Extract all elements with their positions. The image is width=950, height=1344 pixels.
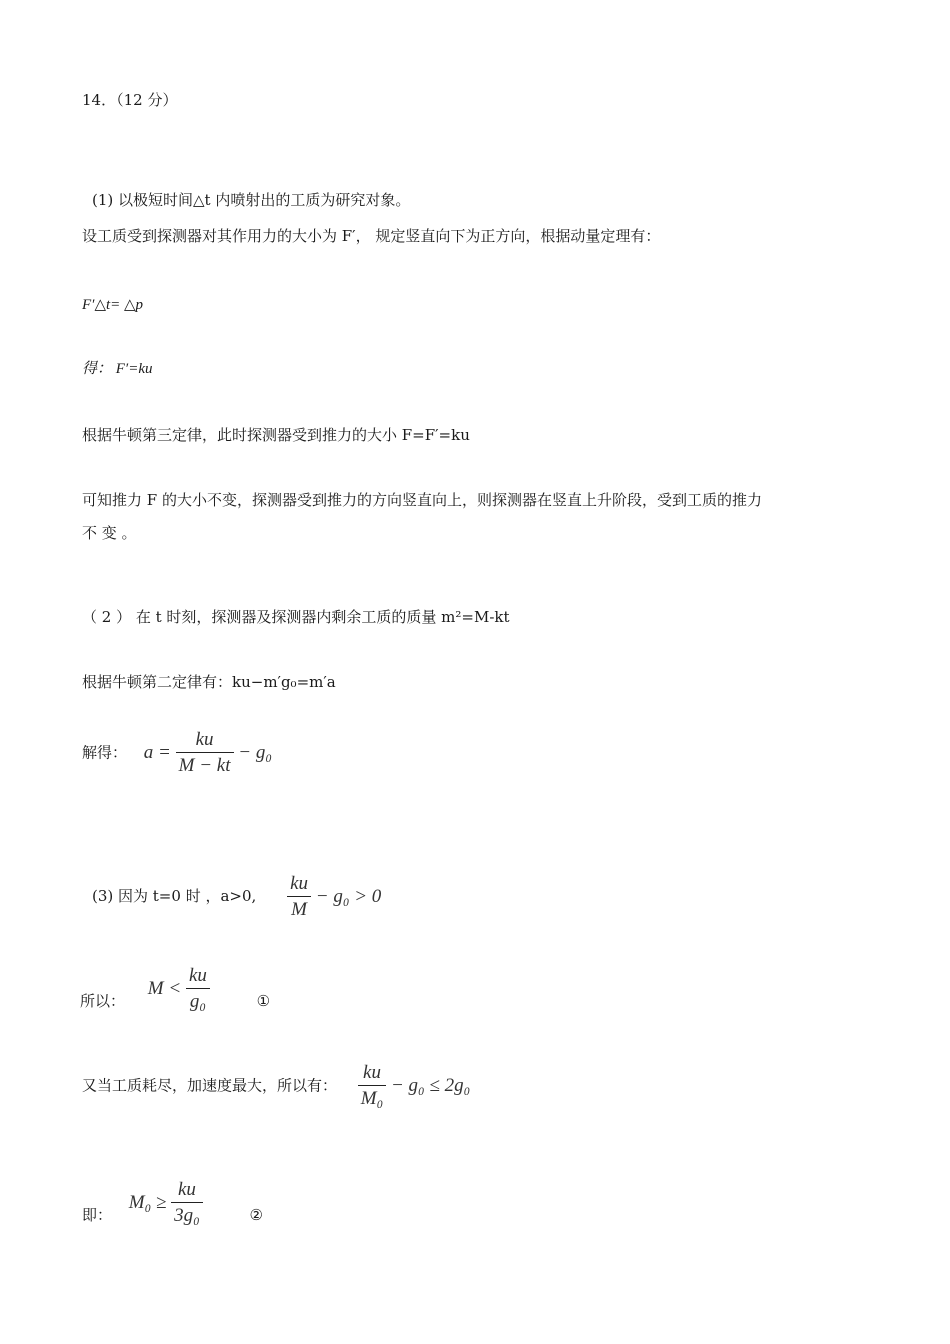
condition-formula-1 <box>287 873 382 920</box>
result2-numerator: ku <box>178 1179 196 1200</box>
condition1-tail: − g₀ > 0 <box>315 886 382 907</box>
acceleration-formula <box>143 729 272 776</box>
equation-result <box>82 362 153 377</box>
part1-intro: (1) 以极短时间△t 内喷射出的工质为研究对象。 <box>92 191 411 209</box>
result2-fraction <box>171 1180 203 1225</box>
result1-fraction <box>186 966 210 1011</box>
result-formula-2 <box>128 1179 208 1226</box>
condition2-tail: − g₀ ≤ 2g₀ <box>390 1075 471 1096</box>
formula-lhs: a = <box>143 742 171 763</box>
part3-condition-line <box>82 874 381 919</box>
result-formula-1 <box>147 965 215 1012</box>
equation-marker-1: ① <box>256 992 271 1010</box>
part1-setup: 设工质受到探测器对其作用力的大小为 F′， 规定竖直向下为正方向，根据动量定理有： <box>82 227 661 245</box>
result1-numerator: ku <box>188 965 207 986</box>
solve-label: 解得： <box>82 743 128 762</box>
formula-fraction <box>176 730 234 775</box>
condition2-fraction <box>358 1063 386 1108</box>
part3-intro: (3) 因为 t=0 时 ，a>0, <box>92 887 257 906</box>
result1-denominator: g₀ <box>186 988 210 1011</box>
max-acceleration-line <box>82 1063 470 1108</box>
result2-denominator: 3g₀ <box>171 1202 203 1225</box>
result-label: 得： <box>82 361 113 377</box>
condition1-numerator: ku <box>290 873 309 894</box>
fraction-denominator: M − kt <box>176 752 234 775</box>
result1-lhs: M < <box>147 978 182 999</box>
acceleration-solution <box>82 730 272 775</box>
conclusion-line-2: 不 变 。 <box>82 524 137 542</box>
condition2-denominator: M₀ <box>358 1085 386 1108</box>
result-expression: F′=ku <box>115 361 153 377</box>
thus-label: 即： <box>82 1206 113 1224</box>
so-label: 所以： <box>80 992 126 1010</box>
formula-tail: − g₀ <box>238 742 272 763</box>
thus-line <box>82 1180 263 1225</box>
result2-lhs: M₀ ≥ <box>128 1192 167 1213</box>
condition-formula-2 <box>358 1062 471 1109</box>
newton-second-law-text: 根据牛顿第二定律有：ku−m′g₀=m′a <box>82 673 336 691</box>
conclusion-line-1: 可知推力 F 的大小不变，探测器受到推力的方向竖直向上，则探测器在竖直上升阶段，受到工质的推力 <box>82 491 762 509</box>
condition1-fraction <box>287 874 311 919</box>
question-heading: 14．（12 分） <box>82 91 178 109</box>
equation-momentum: F′△t= △p <box>82 297 144 313</box>
condition2-numerator: ku <box>363 1062 381 1083</box>
fraction-numerator: ku <box>195 729 214 750</box>
equation-marker-2: ② <box>249 1206 263 1224</box>
condition1-denominator: M <box>287 896 311 919</box>
so-line <box>80 966 270 1011</box>
max-acceleration-text: 又当工质耗尽，加速度最大，所以有： <box>82 1076 338 1095</box>
part2-intro: （ 2 ） 在 t 时刻，探测器及探测器内剩余工质的质量 m²=M-kt <box>82 608 510 626</box>
newton-third-law-text: 根据牛顿第三定律，此时探测器受到推力的大小 F=F′=ku <box>82 426 470 444</box>
